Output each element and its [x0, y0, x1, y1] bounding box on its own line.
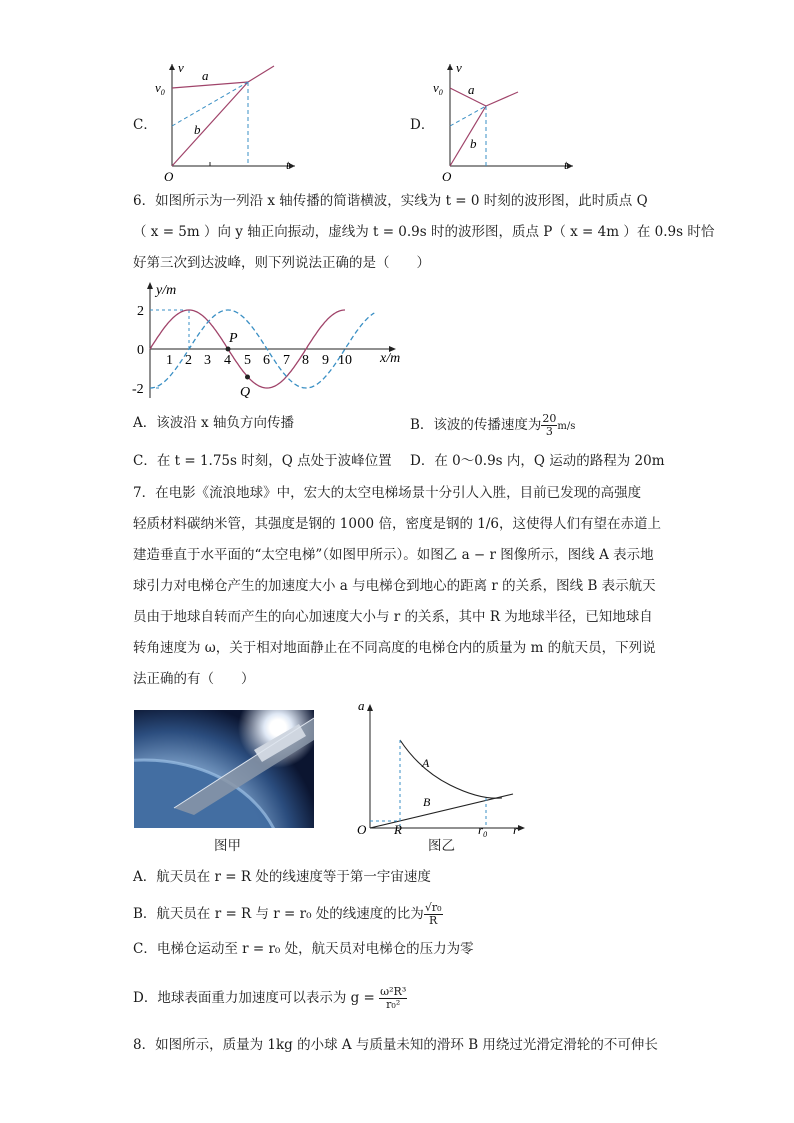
wave-xlabel: x/m	[380, 351, 401, 366]
line-b-label: B	[423, 795, 431, 809]
c-v-label: v	[178, 60, 184, 75]
q7-line-5: 员由于地球自转而产生的向心加速度大小与 r 的关系，其中 R 为地球半径，已知地球自	[133, 609, 653, 625]
d-v-label: v	[456, 60, 462, 75]
q7-line-6: 转角速度为 ω，关于相对地面静止在不同高度的电梯仓内的质量为 m 的航天员，下列说	[133, 640, 656, 656]
xtick-9: 9	[322, 353, 329, 368]
d-b-label: b	[470, 136, 477, 151]
q6-line-1: 6．如图所示为一列沿 x 轴传播的简谐横波，实线为 t = 0 时刻的波形图，此时质点 Q	[133, 193, 648, 209]
q7-option-d: D．地球表面重力加速度可以表示为 g = $\frac{\text{ω²R³}}{\text{r₀²}}$	[133, 985, 407, 1011]
q6-line-3: 好第三次到达波峰，则下列说法正确的是（ ）	[133, 255, 430, 271]
q6-option-a: A．该波沿 x 轴负方向传播	[133, 415, 294, 431]
q6-option-b: B．该波的传播速度为 $\frac{20}{3}$ m/s	[410, 412, 576, 438]
label-p: P	[229, 331, 238, 346]
xtick-2: 2	[185, 353, 192, 368]
ar-R-label: R	[394, 822, 402, 837]
point-q	[245, 375, 250, 380]
c-v0-label: $v_0$	[155, 80, 165, 97]
option-c-graph	[150, 58, 300, 188]
option-d-graph	[428, 58, 578, 188]
q7-line-1: 7．在电影《流浪地球》中，宏大的太空电梯场景十分引人入胜，目前已发现的高强度	[133, 485, 642, 501]
ar-a-label: a	[358, 700, 365, 713]
q7-line-3: 建造垂直于水平面的“太空电梯”（如图甲所示）。如图乙 a − r 图像所示，图线 A 表示地	[133, 547, 654, 563]
q6-option-c: C．在 t = 1.75s 时刻，Q 点处于波峰位置	[133, 453, 392, 469]
xtick-1: 1	[166, 353, 173, 368]
q7-option-b: B．航天员在 r = R 与 r = r₀ 处的线速度的比为 $\frac{\text{√r₀}}{R}$	[133, 901, 442, 927]
q6-line-2: （ x = 5m ）向 y 轴正向振动，虚线为 t = 0.9s 时的波形图，质点 P（ x = 4m ）在 0.9s 时恰	[133, 224, 715, 240]
d-t-label: t	[564, 157, 568, 172]
xtick-6: 6	[263, 353, 270, 368]
figure-yi-caption: 图乙	[428, 838, 455, 854]
space-elevator-photo	[134, 710, 314, 828]
q7-line-7: 法正确的有（ ）	[133, 671, 255, 687]
xtick-3: 3	[204, 353, 211, 368]
c-t-label: t	[286, 157, 290, 172]
xtick-7: 7	[283, 353, 290, 368]
point-p	[226, 347, 231, 352]
curve-a-label: A	[422, 756, 430, 770]
c-b-label: b	[194, 122, 201, 137]
ar-r-axis-label: r	[513, 822, 519, 837]
xtick-8: 8	[302, 353, 309, 368]
xtick-4: 4	[224, 353, 231, 368]
q6-option-d: D．在 0～0.9s 内，Q 运动的路程为 20m	[410, 453, 665, 469]
ar-origin-label: O	[357, 822, 367, 837]
option-d-letter: D．	[410, 117, 435, 133]
label-q: Q	[240, 385, 251, 400]
q8-line-1: 8．如图所示，质量为 1kg 的小球 A 与质量未知的滑环 B 用绕过光滑定滑轮的不可伸长	[133, 1037, 658, 1053]
q7-line-2: 轻质材料碳纳米管，其强度是钢的 1000 倍，密度是钢的 1/6，这使得人们有望在赤道上	[133, 516, 661, 532]
d-v0-label: $v_0$	[433, 80, 443, 97]
xtick-10: 10	[338, 353, 352, 368]
d-origin-label: O	[442, 169, 452, 184]
ar-r0-label: $r_0$	[478, 822, 488, 839]
wave-ylabel: y/m	[156, 283, 177, 298]
c-origin-label: O	[164, 169, 174, 184]
xtick-5: 5	[244, 353, 251, 368]
a-r-graph	[355, 700, 530, 840]
ytick-2: 2	[137, 304, 144, 319]
ytick-0: 0	[137, 343, 144, 358]
ytick-neg2: -2	[132, 382, 144, 397]
q7-option-a: A．航天员在 r = R 处的线速度等于第一宇宙速度	[133, 869, 431, 885]
option-c-letter: C．	[133, 117, 157, 133]
q7-line-4: 球引力对电梯仓产生的加速度大小 a 与电梯仓到地心的距离 r 的关系，图线 B 表示航天	[133, 578, 656, 594]
wave-graph	[130, 280, 410, 405]
q7-option-c: C．电梯仓运动至 r = r₀ 处，航天员对电梯仓的压力为零	[133, 941, 474, 957]
figure-jia-caption: 图甲	[214, 838, 241, 854]
d-a-label: a	[468, 82, 475, 97]
c-a-label: a	[202, 68, 209, 83]
